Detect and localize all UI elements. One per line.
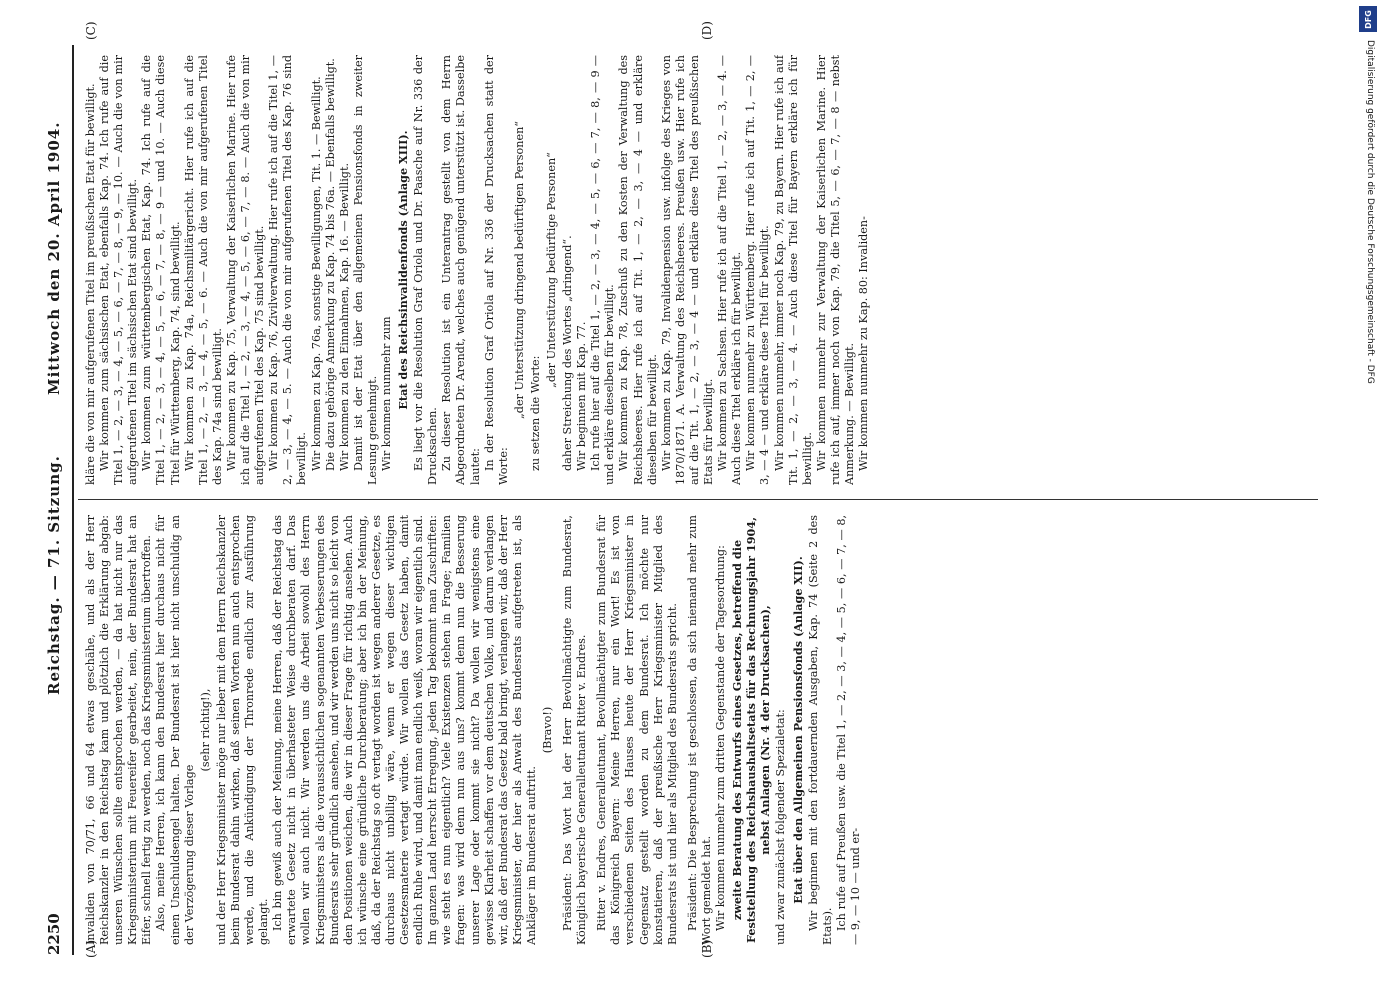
paragraph: Wir kommen zu Kap. 79, Invalidenpension usw. infolge des Krieges von 1870/1871. A. Verwaltung des Reichsheeres. Preußen usw. Hier rufe ich auf die Tit. 1, — 2, — 3, — 4 — und erkläre diese Titel des preußischen Etats für bewilligt. <box>659 55 716 485</box>
paragraph: Wir kommen nunmehr, immer noch Kap. 79, zu Bayern. Hier rufe ich auf Tit. 1, — 2, — 3, — 4. — Auch diese Titel für Bayern erkläre ich für bewilligt. <box>772 55 814 485</box>
session-title: Reichstag. — 71. Sitzung. <box>45 455 63 695</box>
paragraph: Wir kommen nunmehr zum dritten Gegenstande der Tagesordnung: <box>714 545 728 931</box>
paragraph: Wir kommen zu den Einnahmen, Kap. 16. — Bewilligt. <box>337 162 351 471</box>
paragraph: und zwar zunächst folgender Spezialetat: <box>774 709 788 945</box>
paragraph: Ich rufe auf Preußen usw. die Titel 1, — 2, — 3, — 4, — 5, — 6, — 7, — 8, — 9, — 10 — und er- <box>834 515 862 945</box>
paragraph: und der Herr Kriegsminister möge nur lieber mit dem Herrn Reichskanzler beim Bundesrat dahin wirken, daß seinen Worten nun auch entsprochen werde, und die Ankündigung der Thronrede endlich zur Ausführung gelangt. <box>214 515 271 945</box>
right-column <box>84 55 1324 485</box>
header-rule <box>72 45 74 955</box>
paragraph: Damit ist der Etat über den allgemeinen Pensionsfonds in zweiter Lesung genehmigt. <box>351 55 379 485</box>
paragraph: Wir kommen nunmehr zu Kap. 80: Invaliden- <box>857 216 871 471</box>
paragraph: kläre die von mir aufgerufenen Titel im preußischen Etat für bewilligt. <box>84 83 97 485</box>
paragraph: Wir kommen zu Kap. 74a, Reichsmilitärgericht. Hier rufe ich auf die Titel 1, — 2, — 3, — 4, — 5, — 6. — Auch die von mir aufgerufenen Titel des Kap. 74a sind bewilligt. <box>182 55 224 485</box>
page-number: 2250 <box>45 913 63 955</box>
quotation: „der Unterstützung dringend bedürftigen Personen“ <box>512 121 526 420</box>
paragraph: Wir kommen zu Kap. 76a, sonstige Bewilligungen, Tit. 1. — Bewilligt. <box>309 76 323 471</box>
paragraph: Wir kommen zu Kap. 75, Verwaltung der Kaiserlichen Marine. Hier rufe ich auf die Titel 1, — 2, — 3, — 4, — 5, — 6, — 7, — 8. — Auch die von mir aufgerufenen Titel des Kap. 75 sind bewilligt. <box>224 55 267 485</box>
etat-heading: Etat des Reichsinvalidenfonds (Anlage XIII). <box>396 130 411 410</box>
paragraph: Wir kommen zum württembergischen Etat, Kap. 74. Ich rufe auf die Titel 1, — 2, — 3, — 4, — 5, — 6, — 7, — 8, — 9 — und 10. — Auch diese Titel für Württemberg, Kap. 74, sind bewilligt. <box>140 55 182 485</box>
dfg-logo-icon: DFG <box>1359 6 1377 32</box>
paragraph: Wir kommen nunmehr zu Württemberg. Hier rufe ich auf Tit. 1, — 2, — 3, — 4 — und erkläre diese Titel für bewilligt. <box>744 55 772 485</box>
paragraph-speaker: Ritter v. Endres, Generalleutnant, Bevollmächtigter zum Bundesrat für das Königreich Bayern: Meine Herren, nur ein Wort! Es ist von verschiedenen Seiten des Hauses heute der Herr Kriegsminister in Gegensatz gestellt worden zu dem Bundesrat. Ich möchte nur konstatieren, daß der preußische Herr Kriegsminister Mitglied des Bundesrats ist und hier als Mitglied des Bundesrats spricht. <box>595 515 679 945</box>
paragraph: In der Resolution Graf Oriola auf Nr. 336 der Drucksachen statt der Worte: <box>482 55 510 485</box>
margin-marker-a: (A) <box>84 939 98 958</box>
paragraph: zu setzen die Worte: <box>528 355 542 471</box>
interjection: (Bravo!) <box>541 706 554 754</box>
paragraph: Es liegt vor die Resolution Graf Oriola und Dr. Paasche auf Nr. 336 der Drucksachen. <box>412 55 440 485</box>
etat-heading: Etat über den Allgemeinen Pensionsfonds (Anlage XII). <box>790 556 805 904</box>
digitization-credit: Digitalisierung gefördert durch die Deutsche Forschungsgemeinschaft - DFG <box>1365 40 1375 384</box>
paragraph: Ich bin gewiß auch der Meinung, meine Herren, daß der Reichstag das erwartete Gesetz nicht in überhasteter Weise durchberaten darf. Das wollen wir auch nicht. Wir werden uns die Arbeit sowohl des Herrn Kriegsministers als die voraussichtlichen sogenannten Verbesserungen des Bundesrats sehr gründlich ansehen, und wir werden uns nicht so leicht von den Positionen weichen, die wir in dieser Frage für richtig ansehen. Auch ich wünsche eine gründliche Durchberatung; aber ich bin der Meinung, daß, da der Reichstag so oft vertagt worden ist wegen anderer Gesetze, es durchaus nicht unbillig wäre, wenn er wegen dieser wichtigen Gesetzesmaterie vertagt würde. Wir wollen das Gesetz haben, damit endlich Ruhe wird, und damit man endlich weiß, woran wir eigentlich sind. Im ganzen Land herrscht Erregung, jeden Tag bekommt man Zuschriften: wie steht es nun eigentlich? Viele Existenzen stehen in Frage; Familien fragen: was wird denn nun aus uns? kommt denn nun die Besserung unserer Lage oder kommt sie nicht? Da wollen wir wenigstens eine gewisse Klarheit schaffen vor dem deutschen Volke, und darum verlangen wir, daß der Bundesrat das Gesetz bald bringt, verlangen wir, daß der Herr Kriegsminister, der hier als Anwalt des Bundesrats aufgetreten ist, als Ankläger im Bundesrat auftritt. <box>271 515 538 945</box>
paragraph: Wir kommen nunmehr zum <box>379 316 393 471</box>
paragraph: Wir kommen zu Sachsen. Hier rufe ich auf die Titel 1, — 2, — 3, — 4. — Auch diese Titel erkläre ich für bewilligt. <box>716 55 744 485</box>
paragraph: Wir beginnen mit Kap. 77. <box>575 321 589 471</box>
margin-marker-b: (B) <box>700 939 714 958</box>
paragraph: Wir kommen zu Kap. 76, Zivilverwaltung. Hier rufe ich auf die Titel 1, — 2, — 3, — 4, — 5. — Auch die von mir aufgerufenen Titel des Kap. 76 sind bewilligt. <box>267 55 309 485</box>
margin-marker-d: (D) <box>700 21 714 40</box>
paragraph: Ich rufe hier auf die Titel 1, — 2, — 3, — 4, — 5, — 6, — 7, — 8, — 9 — und erkläre dieselben für bewilligt. <box>589 55 617 485</box>
interjection: (sehr richtig!), <box>198 688 212 772</box>
session-date: Mittwoch den 20. April 1904. <box>45 121 63 395</box>
quotation: „der Unterstützung bedürftige Personen“ <box>545 152 558 388</box>
paragraph: Wir kommen zu Kap. 78, Zuschuß zu den Kosten der Verwaltung des Reichsheeres. Hier rufe ich auf Tit. 1, — 2, — 3, — 4 — und erkläre dieselben für bewilligt. <box>617 55 659 485</box>
running-header <box>45 50 67 955</box>
paragraph: daher Streichung des Wortes „dringend“. <box>561 235 575 471</box>
paragraph: Wir kommen nunmehr zur Verwaltung der Kaiserlichen Marine. Hier rufe ich auf, immer noch von Kap. 79, die Titel 5, — 6, — 7, — 8 — nebst Anmerkung. — Bewilligt. <box>814 55 856 485</box>
paragraph: Wir beginnen mit den fortdauernden Ausgaben, Kap. 74 (Seite 2 des Etats). <box>806 515 834 945</box>
column-divider <box>78 499 1318 500</box>
paragraph: Invaliden von 70/71, 66 und 64 etwas geschähe, und als der Herr Reichskanzler in den Reichstag kam und plötzlich die Erklärung abgab: unseren Wünschen sollte entsprochen werden, — da hat nicht nur das Kriegsministerium mit Feuereifer gearbeitet, nein, der Bundesrat hat an Eifer, schnell fertig zu werden, noch das Kriegsministerium übertroffen. <box>84 515 154 945</box>
paragraph-president: Präsident: Die Besprechung ist geschlossen, da sich niemand mehr zum Wort gemeldet hat. <box>685 515 713 945</box>
paragraph: Die dazu gehörige Anmerkung zu Kap. 74 bis 76a. — Ebenfalls bewilligt. <box>323 58 337 471</box>
paragraph: Wir kommen zum sächsischen Etat, ebenfalls Kap. 74. Ich rufe auf die Titel 1, — 2, — 3, — 4, — 5, — 6, — 7, — 8, — 9, — 10. — Auch die von mir aufgerufenen Titel im sächsischen Etat sind bewilligt. <box>98 55 140 485</box>
agenda-heading: zweite Beratung des Entwurfs eines Gesetzes, betreffend die Feststellung des Reichshaushaltsetats für das Rechnungsjahr 1904, nebst Anlagen (Nr. 4 der Drucksachen), <box>730 517 773 943</box>
left-column <box>84 515 1324 945</box>
paragraph-president: Präsident: Das Wort hat der Herr Bevollmächtigte zum Bundesrat, Königlich bayerische Generalleutnant Ritter v. Endres. <box>561 515 589 945</box>
margin-marker-c: (C) <box>84 21 98 40</box>
paragraph: Also, meine Herren, ich kann den Bundesrat hier durchaus nicht für einen Unschuldsengel halten. Der Bundesrat ist hier nicht unschuldig an der Verzögerung dieser Vorlage <box>154 515 196 945</box>
digitization-sidebar <box>1355 0 1383 1000</box>
paragraph: Zu dieser Resolution ist ein Unterantrag gestellt von dem Herrn Abgeordneten Dr. Arendt, welches auch genügend unterstützt ist. Dasselbe lautet: <box>440 55 482 485</box>
